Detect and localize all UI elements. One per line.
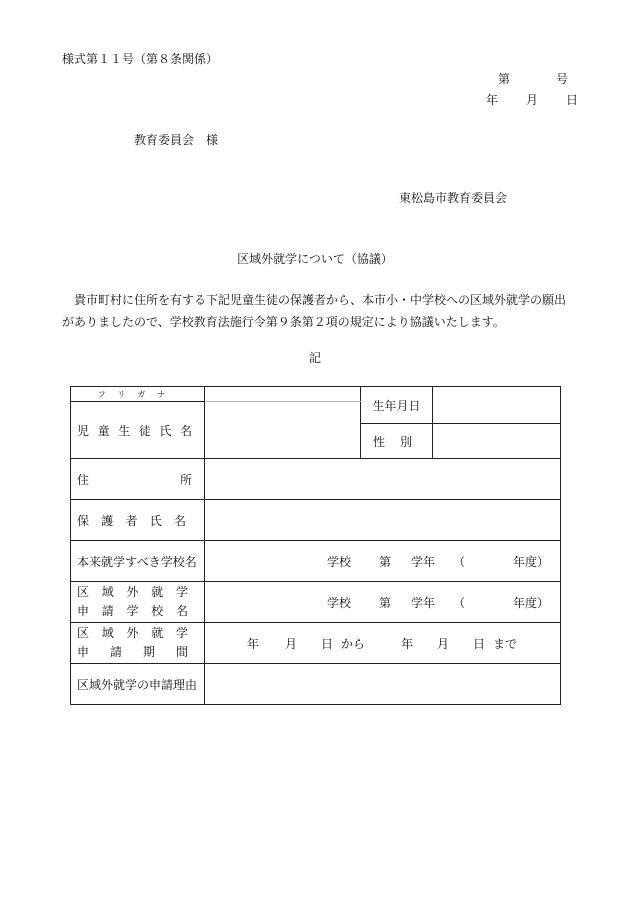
gender-label: 性 別 — [361, 424, 433, 459]
date-month: 月 — [526, 93, 539, 107]
document-number — [498, 70, 568, 87]
date-year: 年 — [486, 93, 499, 107]
body-text: 貴市町村に住所を有する下記児童生徒の保護者から、本市小・中学校への区域外就学の願出がありましたので、学校教育法施行令第９条第２項の規定により協議いたします。 — [62, 293, 567, 329]
original-school-label: 本来就学すべき学校名 — [71, 541, 205, 582]
body-paragraph — [62, 289, 572, 333]
birthdate-field[interactable] — [433, 387, 561, 424]
doc-number-prefix: 第 — [498, 72, 511, 86]
guardian-name-field[interactable] — [205, 500, 561, 541]
reason-field[interactable] — [205, 664, 561, 705]
date-day: 日 — [566, 93, 579, 107]
furigana-field[interactable] — [205, 387, 361, 402]
reason-label: 区域外就学の申請理由 — [71, 664, 205, 705]
doc-number-suffix: 号 — [556, 72, 569, 86]
application-period-label: 区 域 外 就 学 申 請 期 間 — [71, 623, 205, 664]
student-name-label: 児 童 生 徒 氏 名 — [71, 402, 205, 459]
original-school-field[interactable]: 学校 第 学年 （ 年度） — [205, 541, 561, 582]
sender: 東松島市教育委員会 — [399, 191, 508, 205]
address-field[interactable] — [205, 459, 561, 500]
application-table — [70, 386, 561, 705]
addressee: 教育委員会 様 — [134, 133, 219, 147]
outside-school-label: 区 域 外 就 学 申 請 学 校 名 — [71, 582, 205, 623]
ki-heading: 記 — [308, 351, 321, 365]
guardian-name-label: 保 護 者 氏 名 — [71, 500, 205, 541]
document-date — [486, 91, 578, 108]
gender-field[interactable] — [433, 424, 561, 459]
application-period-field[interactable]: 年 月 日 から 年 月 日 まで — [205, 623, 561, 664]
furigana-label: フリガナ — [71, 387, 205, 402]
student-name-field[interactable] — [205, 402, 361, 459]
outside-school-field[interactable]: 学校 第 学年 （ 年度） — [205, 582, 561, 623]
birthdate-label: 生年月日 — [361, 387, 433, 424]
document-title: 区域外就学について（協議） — [237, 252, 393, 266]
address-label: 住 所 — [71, 459, 205, 500]
form-number: 様式第１１号（第８条関係） — [62, 52, 219, 66]
